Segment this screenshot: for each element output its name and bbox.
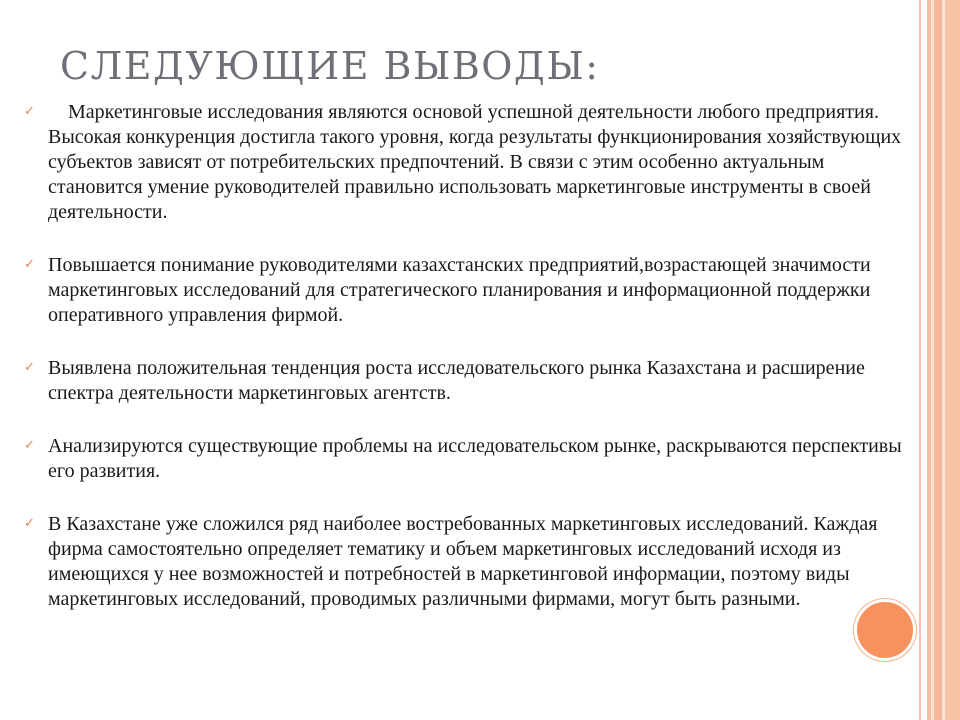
list-item bbox=[22, 100, 902, 225]
decorative-circle bbox=[854, 599, 916, 661]
checkmark-bullet-icon: ✓ bbox=[24, 516, 35, 531]
checkmark-bullet-icon: ✓ bbox=[24, 438, 35, 453]
checkmark-bullet-icon: ✓ bbox=[24, 360, 35, 375]
list-item-text: Выявлена положительная тенденция роста исследовательского рынка Казахстана и расширение спектра деятельности маркетинговых агентств. bbox=[48, 357, 865, 404]
list-item bbox=[22, 512, 902, 612]
list-item-text: Маркетинговые исследования являются основой успешной деятельности любого предприятия. Высокая конкуренция достигла такого уровня, когда результаты функционирования хозяйствующих субъектов зависят от потребительских предпочтений. В связи с этим особенно актуальным становится умение руководителей правильно использовать маркетинговые инструменты в своей деятельности. bbox=[48, 101, 902, 223]
conclusions-list bbox=[22, 100, 902, 640]
checkmark-bullet-icon: ✓ bbox=[24, 104, 35, 119]
list-item-text: Повышается понимание руководителями казахстанских предприятий,возрастающей значимости маркетинговых исследований для стратегического планирования и информационной поддержки оперативного управления фирмой. bbox=[48, 254, 871, 326]
list-item bbox=[22, 253, 902, 328]
slide-title: СЛЕДУЮЩИЕ ВЫВОДЫ: bbox=[60, 44, 600, 88]
checkmark-bullet-icon: ✓ bbox=[24, 257, 35, 272]
list-item-text: Анализируются существующие проблемы на исследовательском рынке, раскрываются перспективы его развития. bbox=[48, 435, 902, 482]
decorative-stripes bbox=[916, 0, 960, 720]
list-item-text: В Казахстане уже сложился ряд наиболее востребованных маркетинговых исследований. Каждая фирма самостоятельно определяет тематику и объем маркетинговых исследований исходя из имеющихся у нее возможностей и потребностей в маркетинговой информации, поэтому виды маркетинговых исследований, проводимых различными фирмами, могут быть разными. bbox=[48, 513, 878, 610]
list-item bbox=[22, 356, 902, 406]
list-item bbox=[22, 434, 902, 484]
